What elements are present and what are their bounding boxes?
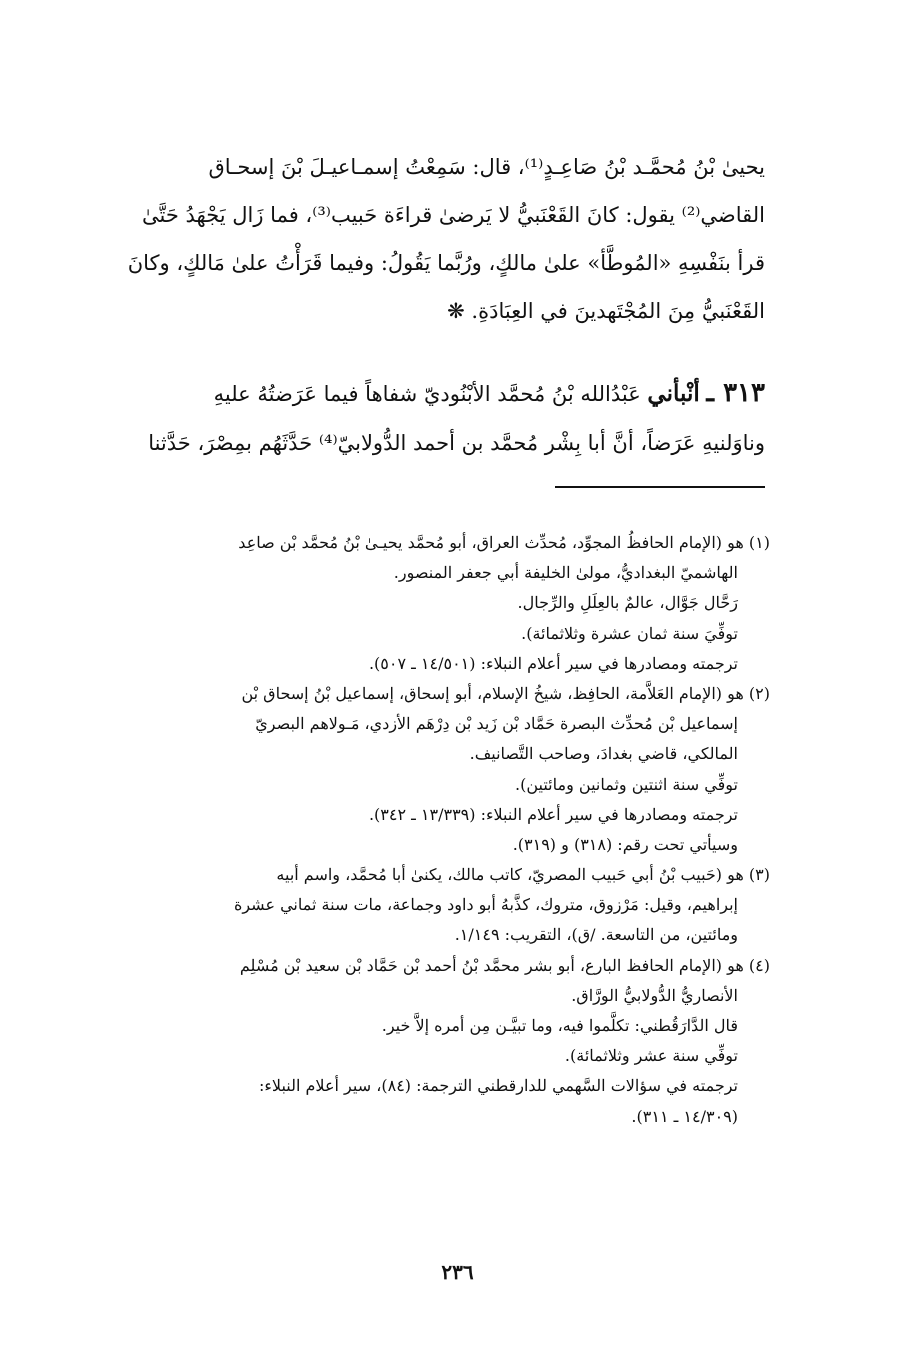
footnote-line: ومائتين، من التاسعة. /ق)، التقريب: ١/١٤٩. (454, 925, 738, 945)
footnote-line: الأنصاريُّ الدُّولابيُّ الورَّاق. (571, 985, 738, 1005)
entry-313 (70, 368, 765, 468)
footnote-line: توفِّيَ سنة ثمان عشرة وثلاثمائة). (521, 623, 738, 643)
footnote-separator (555, 486, 765, 488)
footnote-line: الهاشميّ البغداديُّ، مولىٰ الخليفة أبي جعفر المنصور. (393, 563, 738, 583)
footnote-line: توفِّي سنة اثنتين وثمانين ومائتين). (515, 774, 738, 794)
footnote-line: ترجمته في سؤالات السَّهمي للدارقطني الترجمة: (٨٤)، سير أعلام النبلاء: (259, 1076, 738, 1096)
entry-first-line (70, 368, 765, 418)
footnote-line: (٤) هو (الإمام الحافظ البارع، أبو بشر محمَّد بْنُ أحمد بْن حَمَّاد بْن سعيد بْن مُسْلِم (239, 955, 770, 975)
footnote-line: رَحَّال جَوَّال، عالمٌ بالعِلَلِ والرِّجال. (517, 593, 738, 613)
footnote-line: إبراهيم، وقيل: مَرْزوق، متروك، كذَّبهُ أبو داود وجماعة، مات سنة ثماني عشرة (233, 895, 738, 915)
paragraph-line: القَعْنَبيُّ مِنَ المُجْتَهدينَ في العِبَادَةِ. ❋ (447, 299, 765, 323)
paragraph-line: قرأ بنَفْسِهِ «المُوطَّأ» علىٰ مالكٍ، ورُبَّما يَقُولُ: وفيما قَرَأْتُ علىٰ مَالكٍ، وكانَ (127, 251, 765, 275)
footnote-line: (١٤/٣٠٩ ـ ٣١١). (631, 1106, 738, 1126)
entry-head-word: أنْبأني (647, 380, 700, 407)
footnote-line: (٢) هو (الإمام العَلاَّمة، الحافِظ، شيخُ الإسلام، أبو إسحاق، إسماعيل بْنُ إسحاق بْن (241, 683, 770, 703)
footnote-line: إسماعيل بْن مُحدِّث البصرة حَمَّاد بْن زَيد بْن دِرْهَم الأزدي، مَـولاهم البصريّ (255, 714, 738, 734)
footnotes-block (70, 528, 770, 1132)
footnote-line: ترجمته ومصادرها في سير أعلام النبلاء: (١٣/٣٣٩ ـ ٣٤٢). (368, 804, 738, 824)
paragraph-1 (70, 143, 765, 335)
footnote-line: المالكي، قاضي بغدادَ، وصاحب التَّصانيف. (469, 744, 738, 764)
entry-line-rest: عَبْدُالله بْنُ مُحمَّد الأبْنُوديّ شفاهاً فيما عَرَضتُهُ عليهِ (213, 382, 641, 406)
footnote-line: ترجمته ومصادرها في سير أعلام النبلاء: (١٤/٥٠١ ـ ٥٠٧). (368, 653, 738, 673)
entry-number: ٣١٣ ـ (706, 378, 765, 408)
paragraph-line: القاضي⁽²⁾ يقول: كانَ القَعْنَبيُّ لا يَرضىٰ قراءَة حَبيب⁽³⁾، فما زَال يَجْهَدُ حَتَّىٰ (142, 203, 765, 227)
footnote-line: وسيأتي تحت رقم: (٣١٨) و (٣١٩). (512, 834, 738, 854)
footnote-line: (١) هو (الإمام الحافظُ المجوِّد، مُحدِّث العراق، أبو مُحمَّد يحيـىٰ بْنُ مُحمَّد بْن صاعِد (238, 533, 770, 552)
entry-second-line: وناوَلنيهِ عَرَضاً، أنَّ أبا بِشْر مُحمَّد بن أحمد الدُّولابيّ⁽⁴⁾ حَدَّثَهُم بمِصْرَ، حَدَّثنا (148, 431, 765, 455)
paragraph-line: يحيىٰ بْنُ مُحمَّـد بْنُ صَاعِـدٍ⁽¹⁾، قال: سَمِعْتُ إسمـاعيـلَ بْنَ إسحـاق (208, 155, 765, 179)
page-number: ٢٣٦ (441, 1260, 474, 1284)
footnote-line: توفِّي سنة عشر وثلاثمائة). (564, 1046, 738, 1066)
footnote-line: (٣) هو (حَبيب بْنُ أبي حَبيب المصريّ، كاتب مالك، يكنىٰ أبا مُحمَّد، واسم أبيه (276, 865, 770, 885)
footnote-line: قال الدَّارَقُطني: تكلَّموا فيه، وما تبيَّـن مِن أمره إلاَّ خير. (381, 1016, 738, 1035)
